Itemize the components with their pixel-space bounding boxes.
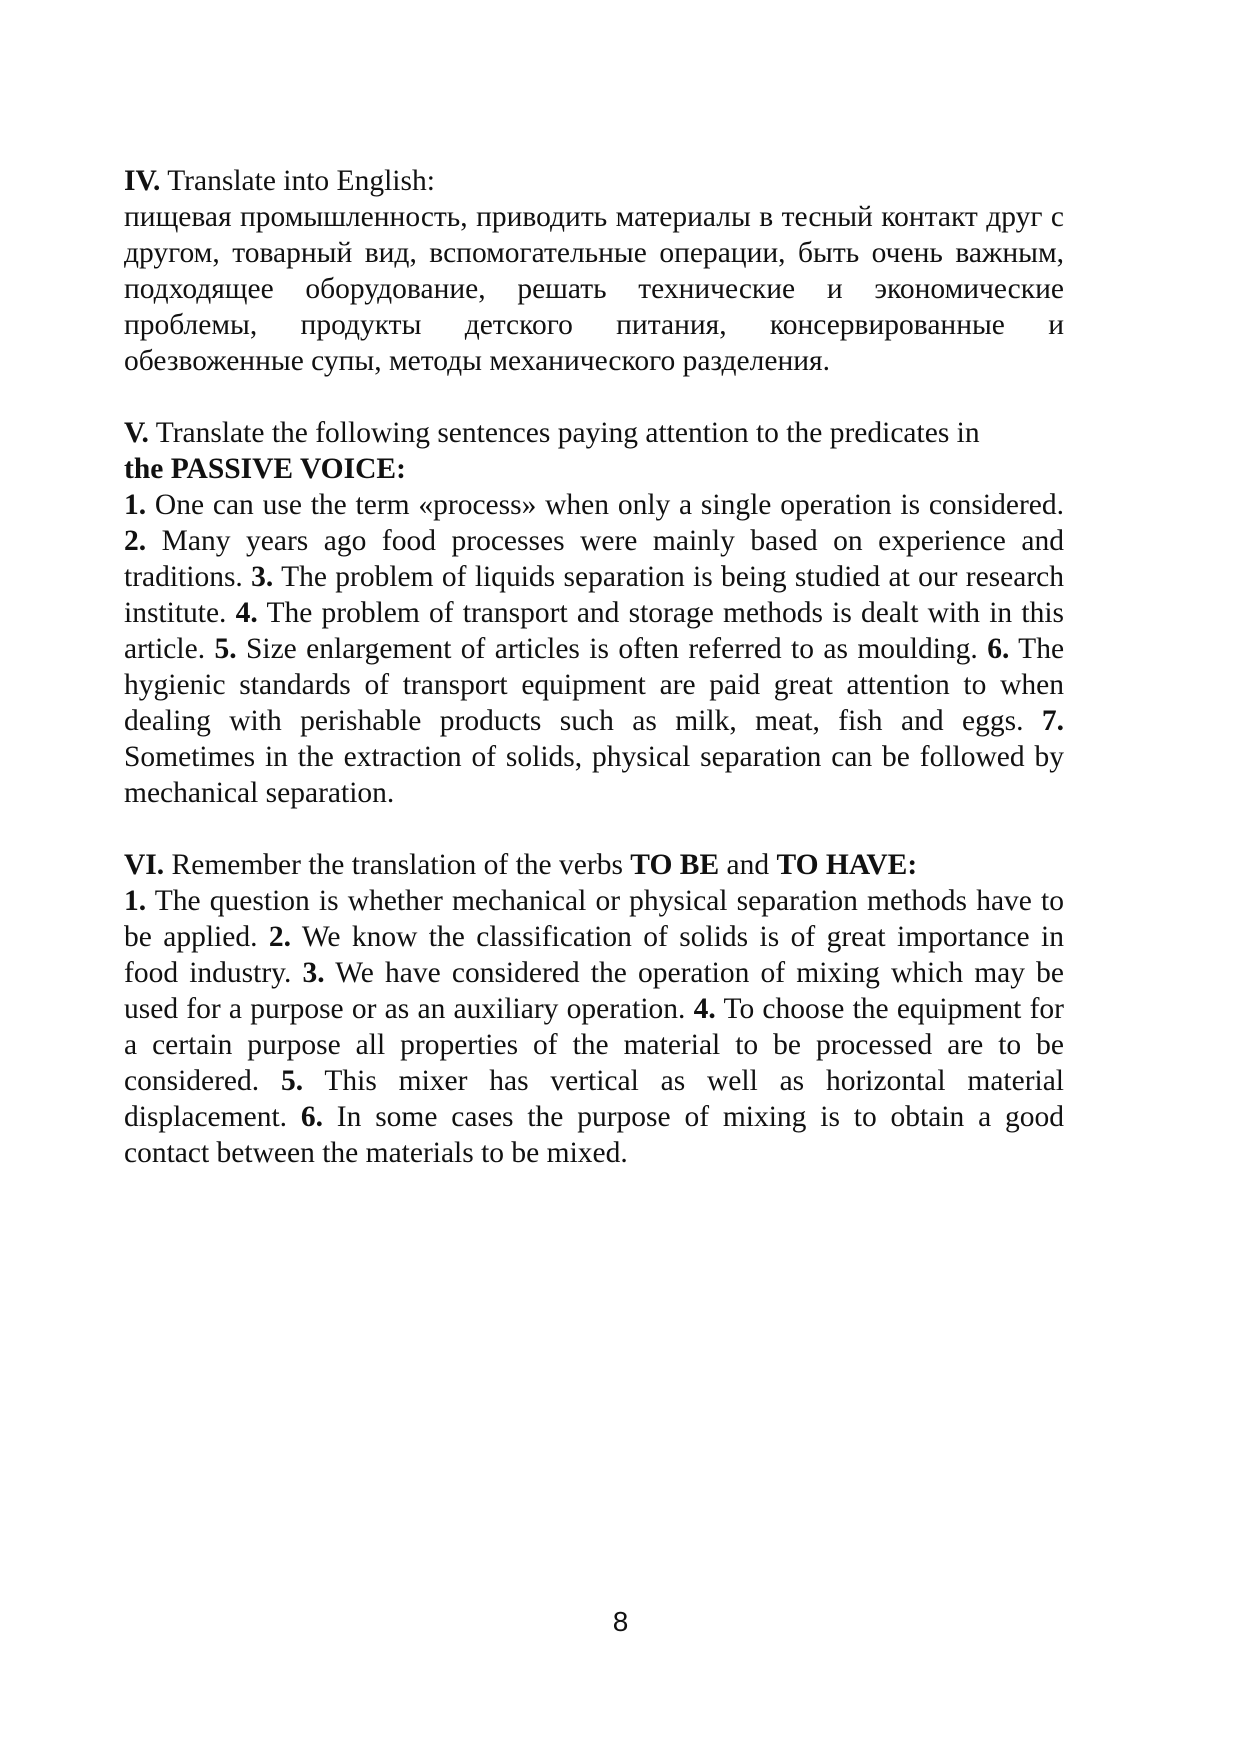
sentence-number: 2. [268,921,291,953]
sentence-text: This mixer has vertical as well as horizontal material displacement. [124,1065,1065,1133]
sentence-text: We know the classification of solids is of great importance in food industry. [124,921,1064,989]
page-number: 8 [612,1606,629,1637]
sentence-number: 7. [1041,705,1065,737]
exercise-vi-title-part1: Remember the translation of the verbs [171,849,623,881]
sentence-text: Many years ago food processes were mainly based on experience and traditions. [124,525,1064,593]
sentence-number: 5. [214,633,237,665]
sentence-number: 3. [251,561,274,593]
exercise-vi-title-part2: and [726,849,770,881]
sentence-number: 3. [302,957,325,989]
sentence-text: One can use the term «process» when only a single operation is considered. [154,489,1064,521]
sentence-number: 1. [124,885,147,917]
exercise-vi [124,847,1064,1171]
exercise-v-title-bold: the PASSIVE VOICE: [124,453,406,485]
sentence-text: Sometimes in the extraction of solids, physical separation can be followed by mechanical separation. [124,741,1064,809]
sentence-number: 2. [124,525,147,557]
sentence-number: 6. [987,633,1010,665]
sentence-number: 1. [124,489,147,521]
exercise-vi-verb-to-have: TO HAVE: [776,849,918,881]
exercise-iv-number: IV. [124,165,161,197]
exercise-vi-verb-to-be: TO BE [630,849,720,881]
sentence-text: In some cases the purpose of mixing is to obtain a good contact between the materials to be mixed. [124,1101,1065,1169]
exercise-v-title: Translate the following sentences paying attention to the predicates in [155,417,980,449]
sentence-number: 4. [235,597,258,629]
sentence-text: Size enlargement of articles is often referred to as moulding. [245,633,978,665]
sentence-text: The hygienic standards of transport equipment are paid great attention to when dealing with perishable products such as milk, meat, fish and eggs. [124,633,1065,737]
exercise-vi-text [124,847,1064,1171]
sentence-text: The problem of liquids separation is being studied at our research institute. [124,561,1065,629]
sentence-number: 6. [300,1101,323,1133]
exercise-iv-title: Translate into English: [167,165,435,197]
exercise-v [124,415,1064,811]
sentence-number: 4. [693,993,716,1025]
sentence-text: The problem of transport and storage methods is dealt with in this article. [124,597,1064,665]
sentence-text: The question is whether mechanical or physical separation methods have to be applied. [124,885,1065,953]
exercise-vi-number: VI. [124,849,165,881]
exercise-v-number: V. [124,417,149,449]
exercise-iv-body: пищевая промышленность, приводить материалы в тесный контакт друг с другом, товарный вид, вспомогательные операции, быть очень важным, подходящее оборудование, решать технические и экономические проблемы, продукты детского питания, консервированные и обезвоженные супы, методы механического разделения. [124,201,1064,377]
exercise-iv [124,163,1064,379]
page-content [124,163,1064,1207]
sentence-text: We have considered the operation of mixing which may be used for a purpose or as an auxiliary operation. [124,957,1065,1025]
sentence-text: To choose the equipment for a certain purpose all properties of the material to be processed are to be considered. [124,993,1064,1097]
exercise-v-text [124,415,1064,811]
sentence-number: 5. [280,1065,304,1097]
exercise-iv-heading [124,163,1064,199]
